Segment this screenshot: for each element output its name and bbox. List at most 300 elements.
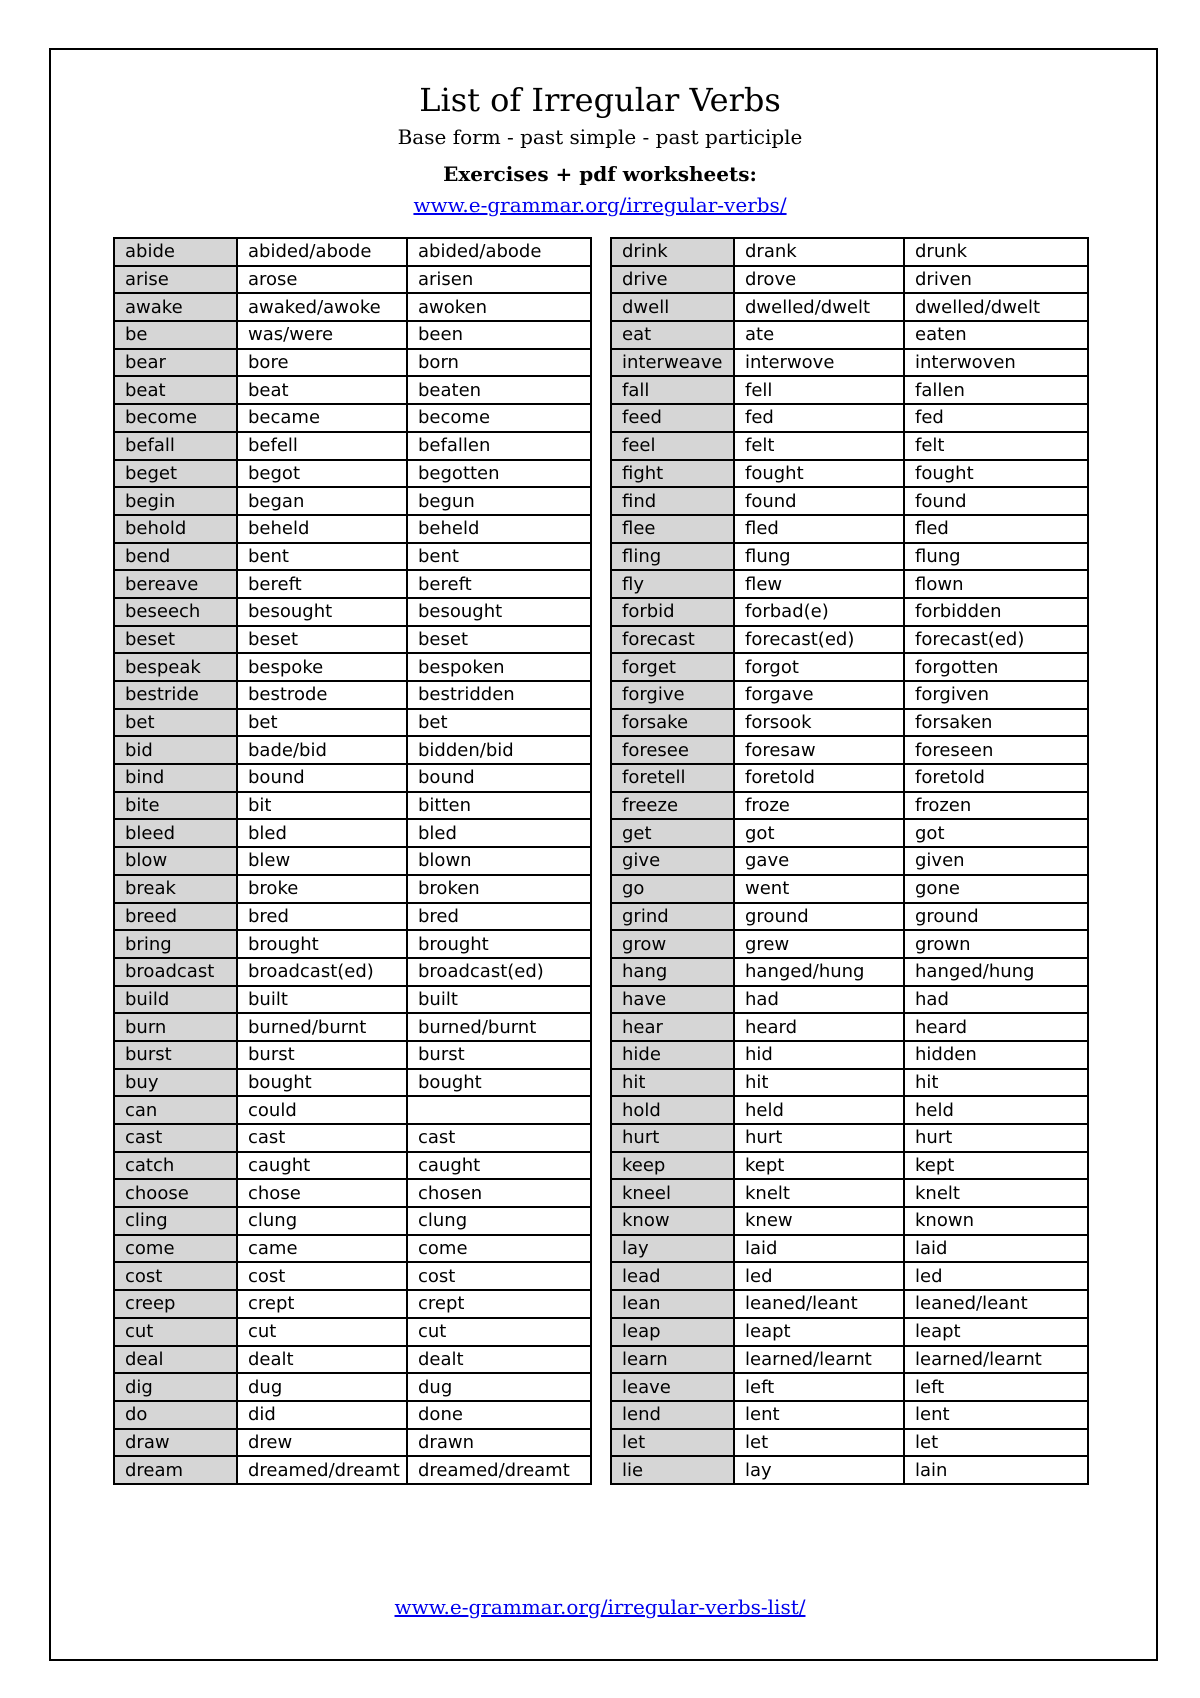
verb-past-participle: felt — [904, 432, 1088, 460]
table-row — [611, 1262, 1088, 1290]
verb-base-form: have — [611, 986, 734, 1014]
table-row — [114, 709, 591, 737]
verb-past-participle: ground — [904, 903, 1088, 931]
verb-past-simple: bereft — [237, 570, 407, 598]
verb-base-form: begin — [114, 487, 237, 515]
table-row — [114, 819, 591, 847]
verb-base-form: beseech — [114, 598, 237, 626]
verb-base-form: go — [611, 875, 734, 903]
verb-base-form: forget — [611, 653, 734, 681]
verb-base-form: hurt — [611, 1124, 734, 1152]
verb-past-simple: bent — [237, 543, 407, 571]
verb-past-simple: let — [734, 1429, 904, 1457]
verb-past-simple: burned/burnt — [237, 1013, 407, 1041]
verb-past-simple: fed — [734, 404, 904, 432]
table-row — [611, 1207, 1088, 1235]
table-row — [114, 764, 591, 792]
table-row — [114, 1207, 591, 1235]
table-row — [114, 515, 591, 543]
table-row — [611, 1401, 1088, 1429]
verb-base-form: bet — [114, 709, 237, 737]
verb-past-participle: drawn — [407, 1429, 591, 1457]
table-row — [114, 1373, 591, 1401]
table-row — [611, 1429, 1088, 1457]
verb-past-participle: kept — [904, 1152, 1088, 1180]
verb-past-participle: cast — [407, 1124, 591, 1152]
table-row — [114, 487, 591, 515]
verb-past-simple: froze — [734, 792, 904, 820]
verb-past-simple: broke — [237, 875, 407, 903]
verb-past-simple: did — [237, 1401, 407, 1429]
verb-past-participle: awoken — [407, 293, 591, 321]
verb-past-simple: bet — [237, 709, 407, 737]
verb-past-participle: drunk — [904, 238, 1088, 266]
verb-base-form: bestride — [114, 681, 237, 709]
verb-base-form: bid — [114, 736, 237, 764]
table-row — [114, 376, 591, 404]
verb-past-participle: held — [904, 1096, 1088, 1124]
table-row — [114, 1429, 591, 1457]
verb-base-form: hear — [611, 1013, 734, 1041]
page-title: List of Irregular Verbs — [419, 81, 781, 119]
verb-past-simple: begot — [237, 460, 407, 488]
verb-base-form: awake — [114, 293, 237, 321]
verb-past-simple: knew — [734, 1207, 904, 1235]
verb-base-form: beset — [114, 626, 237, 654]
verb-past-participle: befallen — [407, 432, 591, 460]
verb-base-form: forecast — [611, 626, 734, 654]
verb-base-form: forbid — [611, 598, 734, 626]
verb-past-participle: dreamed/dreamt — [407, 1456, 591, 1484]
verb-past-participle: had — [904, 986, 1088, 1014]
verb-past-simple: befell — [237, 432, 407, 460]
table-row — [114, 460, 591, 488]
verb-base-form: bite — [114, 792, 237, 820]
verb-past-participle: gone — [904, 875, 1088, 903]
verb-past-participle: grown — [904, 930, 1088, 958]
verb-base-form: catch — [114, 1152, 237, 1180]
table-row — [114, 736, 591, 764]
verb-past-participle: bestridden — [407, 681, 591, 709]
verb-past-participle: eaten — [904, 321, 1088, 349]
verb-base-form: drive — [611, 266, 734, 294]
table-row — [114, 653, 591, 681]
verb-past-simple: lay — [734, 1456, 904, 1484]
verb-base-form: choose — [114, 1179, 237, 1207]
footer-link[interactable]: www.e-grammar.org/irregular-verbs-list/ — [394, 1595, 806, 1619]
verb-past-participle: blown — [407, 847, 591, 875]
verb-base-form: burn — [114, 1013, 237, 1041]
verb-past-participle: foreseen — [904, 736, 1088, 764]
page-header — [0, 78, 1200, 218]
table-row — [611, 875, 1088, 903]
verb-past-participle: heard — [904, 1013, 1088, 1041]
verb-base-form: kneel — [611, 1179, 734, 1207]
verb-past-participle: frozen — [904, 792, 1088, 820]
table-row — [114, 1069, 591, 1097]
verb-past-participle: hit — [904, 1069, 1088, 1097]
table-row — [114, 626, 591, 654]
verb-past-simple: dealt — [237, 1346, 407, 1374]
table-row — [114, 1318, 591, 1346]
verb-past-simple: had — [734, 986, 904, 1014]
table-row — [114, 293, 591, 321]
table-row — [611, 958, 1088, 986]
verb-base-form: deal — [114, 1346, 237, 1374]
verb-past-participle: fallen — [904, 376, 1088, 404]
verb-past-simple: leapt — [734, 1318, 904, 1346]
table-row — [114, 570, 591, 598]
verb-past-simple: interwove — [734, 349, 904, 377]
verb-past-simple: besought — [237, 598, 407, 626]
table-row — [611, 1179, 1088, 1207]
verb-past-simple: dreamed/dreamt — [237, 1456, 407, 1484]
verb-base-form: dig — [114, 1373, 237, 1401]
table-row — [611, 1152, 1088, 1180]
table-row — [114, 1456, 591, 1484]
verb-base-form: bear — [114, 349, 237, 377]
table-row — [611, 1318, 1088, 1346]
verb-past-participle: knelt — [904, 1179, 1088, 1207]
verb-base-form: foresee — [611, 736, 734, 764]
verb-base-form: hide — [611, 1041, 734, 1069]
verb-past-simple: fell — [734, 376, 904, 404]
table-row — [611, 487, 1088, 515]
table-row — [611, 1456, 1088, 1484]
verb-past-simple: beheld — [237, 515, 407, 543]
table-row — [611, 1069, 1088, 1097]
verb-past-participle: interwoven — [904, 349, 1088, 377]
verb-past-simple: brought — [237, 930, 407, 958]
verb-base-form: lead — [611, 1262, 734, 1290]
table-row — [114, 681, 591, 709]
verb-base-form: befall — [114, 432, 237, 460]
verb-base-form: burst — [114, 1041, 237, 1069]
verb-base-form: keep — [611, 1152, 734, 1180]
table-row — [611, 792, 1088, 820]
verb-past-simple: bestrode — [237, 681, 407, 709]
table-row — [611, 709, 1088, 737]
verb-base-form: hang — [611, 958, 734, 986]
verb-base-form: bespeak — [114, 653, 237, 681]
verb-past-simple: drank — [734, 238, 904, 266]
verb-past-participle: broken — [407, 875, 591, 903]
verb-past-participle: burst — [407, 1041, 591, 1069]
verb-base-form: be — [114, 321, 237, 349]
verb-past-participle: brought — [407, 930, 591, 958]
verb-past-participle: bled — [407, 819, 591, 847]
verb-past-simple: forgave — [734, 681, 904, 709]
verb-base-form: know — [611, 1207, 734, 1235]
verb-past-simple: went — [734, 875, 904, 903]
table-row — [611, 376, 1088, 404]
table-row — [611, 321, 1088, 349]
table-row — [611, 293, 1088, 321]
verb-past-simple: got — [734, 819, 904, 847]
table-row — [611, 1041, 1088, 1069]
verb-past-participle: crept — [407, 1290, 591, 1318]
verb-base-form: dream — [114, 1456, 237, 1484]
verb-base-form: lie — [611, 1456, 734, 1484]
verb-past-simple: left — [734, 1373, 904, 1401]
verb-past-simple: foresaw — [734, 736, 904, 764]
verb-base-form: behold — [114, 515, 237, 543]
verb-past-participle: led — [904, 1262, 1088, 1290]
verb-past-participle: flown — [904, 570, 1088, 598]
verb-base-form: beget — [114, 460, 237, 488]
table-row — [611, 847, 1088, 875]
verb-past-participle: let — [904, 1429, 1088, 1457]
page-footer — [0, 1594, 1200, 1620]
verb-base-form: do — [114, 1401, 237, 1429]
verb-base-form: forgive — [611, 681, 734, 709]
verb-base-form: bleed — [114, 819, 237, 847]
table-row — [114, 958, 591, 986]
verb-past-simple: became — [237, 404, 407, 432]
verb-past-participle: forbidden — [904, 598, 1088, 626]
verb-base-form: forsake — [611, 709, 734, 737]
table-row — [114, 847, 591, 875]
verb-past-simple: held — [734, 1096, 904, 1124]
verb-past-simple: hanged/hung — [734, 958, 904, 986]
verb-past-participle: become — [407, 404, 591, 432]
table-row — [611, 1346, 1088, 1374]
verb-past-simple: arose — [237, 266, 407, 294]
verb-base-form: eat — [611, 321, 734, 349]
verb-base-form: build — [114, 986, 237, 1014]
verb-past-simple: bade/bid — [237, 736, 407, 764]
verb-base-form: hit — [611, 1069, 734, 1097]
verb-base-form: bereave — [114, 570, 237, 598]
table-row — [114, 1235, 591, 1263]
verb-base-form: leave — [611, 1373, 734, 1401]
verb-past-participle: begun — [407, 487, 591, 515]
verb-base-form: feed — [611, 404, 734, 432]
table-row — [114, 543, 591, 571]
table-row — [611, 432, 1088, 460]
verb-past-participle: built — [407, 986, 591, 1014]
verb-base-form: fly — [611, 570, 734, 598]
verb-past-participle: hidden — [904, 1041, 1088, 1069]
verb-past-simple: laid — [734, 1235, 904, 1263]
table-row — [611, 1096, 1088, 1124]
verb-past-participle: forgiven — [904, 681, 1088, 709]
verb-past-simple: bought — [237, 1069, 407, 1097]
verb-past-participle: bereft — [407, 570, 591, 598]
verb-past-simple: built — [237, 986, 407, 1014]
verb-base-form: beat — [114, 376, 237, 404]
verb-base-form: get — [611, 819, 734, 847]
verb-past-participle: driven — [904, 266, 1088, 294]
verb-table-right — [610, 237, 1089, 1485]
verb-past-participle: arisen — [407, 266, 591, 294]
verb-base-form: lend — [611, 1401, 734, 1429]
verb-past-simple: drove — [734, 266, 904, 294]
table-row — [611, 819, 1088, 847]
table-row — [114, 404, 591, 432]
header-link[interactable]: www.e-grammar.org/irregular-verbs/ — [413, 193, 787, 217]
verb-base-form: flee — [611, 515, 734, 543]
verb-past-simple: drew — [237, 1429, 407, 1457]
verb-past-simple: beat — [237, 376, 407, 404]
verb-past-simple: ate — [734, 321, 904, 349]
verb-past-participle: leaned/leant — [904, 1290, 1088, 1318]
verb-past-simple: abided/abode — [237, 238, 407, 266]
verb-base-form: feel — [611, 432, 734, 460]
verb-base-form: lay — [611, 1235, 734, 1263]
verb-base-form: fight — [611, 460, 734, 488]
table-row — [611, 598, 1088, 626]
verb-past-participle: burned/burnt — [407, 1013, 591, 1041]
verb-base-form: breed — [114, 903, 237, 931]
verb-base-form: arise — [114, 266, 237, 294]
table-row — [611, 1124, 1088, 1152]
table-row — [114, 930, 591, 958]
verb-past-simple: foretold — [734, 764, 904, 792]
verb-past-participle: bought — [407, 1069, 591, 1097]
table-row — [611, 930, 1088, 958]
verb-past-participle: foretold — [904, 764, 1088, 792]
verb-past-simple: grew — [734, 930, 904, 958]
verb-past-simple: began — [237, 487, 407, 515]
verb-past-simple: crept — [237, 1290, 407, 1318]
verb-past-simple: found — [734, 487, 904, 515]
verb-past-participle: fought — [904, 460, 1088, 488]
verb-past-participle: flung — [904, 543, 1088, 571]
verb-past-simple: forgot — [734, 653, 904, 681]
verb-past-simple: felt — [734, 432, 904, 460]
verb-past-simple: dug — [237, 1373, 407, 1401]
verb-past-participle: caught — [407, 1152, 591, 1180]
verb-base-form: bend — [114, 543, 237, 571]
verb-past-simple: broadcast(ed) — [237, 958, 407, 986]
verb-base-form: bind — [114, 764, 237, 792]
verb-past-participle: given — [904, 847, 1088, 875]
verb-past-simple: clung — [237, 1207, 407, 1235]
verb-past-simple: chose — [237, 1179, 407, 1207]
table-row — [114, 238, 591, 266]
verb-past-simple: burst — [237, 1041, 407, 1069]
verb-past-participle: found — [904, 487, 1088, 515]
verb-past-simple: forecast(ed) — [734, 626, 904, 654]
table-row — [611, 515, 1088, 543]
page-subtitle: Base form - past simple - past participle — [397, 125, 803, 149]
verb-past-participle: bespoken — [407, 653, 591, 681]
verb-past-simple: fled — [734, 515, 904, 543]
verb-past-participle: beset — [407, 626, 591, 654]
verb-base-form: come — [114, 1235, 237, 1263]
verb-past-simple: dwelled/dwelt — [734, 293, 904, 321]
table-row — [114, 903, 591, 931]
verb-past-simple: forbad(e) — [734, 598, 904, 626]
verb-past-participle: bitten — [407, 792, 591, 820]
verb-base-form: blow — [114, 847, 237, 875]
table-row — [114, 1290, 591, 1318]
verb-past-participle: cost — [407, 1262, 591, 1290]
verb-base-form: cut — [114, 1318, 237, 1346]
verb-past-simple: flew — [734, 570, 904, 598]
verb-base-form: draw — [114, 1429, 237, 1457]
table-row — [611, 404, 1088, 432]
verb-past-simple: hurt — [734, 1124, 904, 1152]
verb-past-participle: fed — [904, 404, 1088, 432]
table-row — [611, 266, 1088, 294]
table-row — [114, 1152, 591, 1180]
verb-past-participle: bred — [407, 903, 591, 931]
verb-past-participle: dug — [407, 1373, 591, 1401]
verb-past-participle: learned/learnt — [904, 1346, 1088, 1374]
verb-past-simple: bred — [237, 903, 407, 931]
verb-base-form: break — [114, 875, 237, 903]
verb-base-form: become — [114, 404, 237, 432]
verb-past-participle: fled — [904, 515, 1088, 543]
verb-past-simple: caught — [237, 1152, 407, 1180]
verb-past-simple: flung — [734, 543, 904, 571]
verb-base-form: let — [611, 1429, 734, 1457]
table-row — [114, 321, 591, 349]
table-row — [611, 653, 1088, 681]
table-row — [611, 543, 1088, 571]
verb-past-participle: got — [904, 819, 1088, 847]
table-row — [611, 1373, 1088, 1401]
verb-past-participle: bound — [407, 764, 591, 792]
verb-past-simple: cost — [237, 1262, 407, 1290]
verb-past-participle: been — [407, 321, 591, 349]
verb-past-simple: bespoke — [237, 653, 407, 681]
verb-past-participle: abided/abode — [407, 238, 591, 266]
verb-past-participle: leapt — [904, 1318, 1088, 1346]
table-row — [611, 736, 1088, 764]
verb-past-simple: could — [237, 1096, 407, 1124]
verb-past-simple: ground — [734, 903, 904, 931]
verb-past-participle: dwelled/dwelt — [904, 293, 1088, 321]
verb-past-participle: hanged/hung — [904, 958, 1088, 986]
verb-past-simple: heard — [734, 1013, 904, 1041]
verb-base-form: cast — [114, 1124, 237, 1152]
verb-past-simple: awaked/awoke — [237, 293, 407, 321]
verb-past-participle: laid — [904, 1235, 1088, 1263]
table-row — [611, 238, 1088, 266]
verb-past-simple: gave — [734, 847, 904, 875]
verb-past-simple: bore — [237, 349, 407, 377]
verb-past-participle: bent — [407, 543, 591, 571]
verb-base-form: creep — [114, 1290, 237, 1318]
verb-past-participle: left — [904, 1373, 1088, 1401]
table-row — [611, 626, 1088, 654]
verb-past-participle: come — [407, 1235, 591, 1263]
verb-past-participle: lain — [904, 1456, 1088, 1484]
verb-past-participle: chosen — [407, 1179, 591, 1207]
table-row — [611, 1235, 1088, 1263]
table-row — [611, 764, 1088, 792]
verb-base-form: broadcast — [114, 958, 237, 986]
verb-base-form: find — [611, 487, 734, 515]
verb-past-simple: hit — [734, 1069, 904, 1097]
verb-base-form: learn — [611, 1346, 734, 1374]
verb-base-form: freeze — [611, 792, 734, 820]
verb-past-simple: leaned/leant — [734, 1290, 904, 1318]
verb-past-simple: forsook — [734, 709, 904, 737]
verb-past-simple: kept — [734, 1152, 904, 1180]
verb-past-participle: bet — [407, 709, 591, 737]
table-row — [611, 349, 1088, 377]
verb-base-form: leap — [611, 1318, 734, 1346]
table-row — [114, 875, 591, 903]
verb-past-participle: broadcast(ed) — [407, 958, 591, 986]
verb-base-form: cost — [114, 1262, 237, 1290]
verb-past-participle: besought — [407, 598, 591, 626]
table-row — [114, 598, 591, 626]
